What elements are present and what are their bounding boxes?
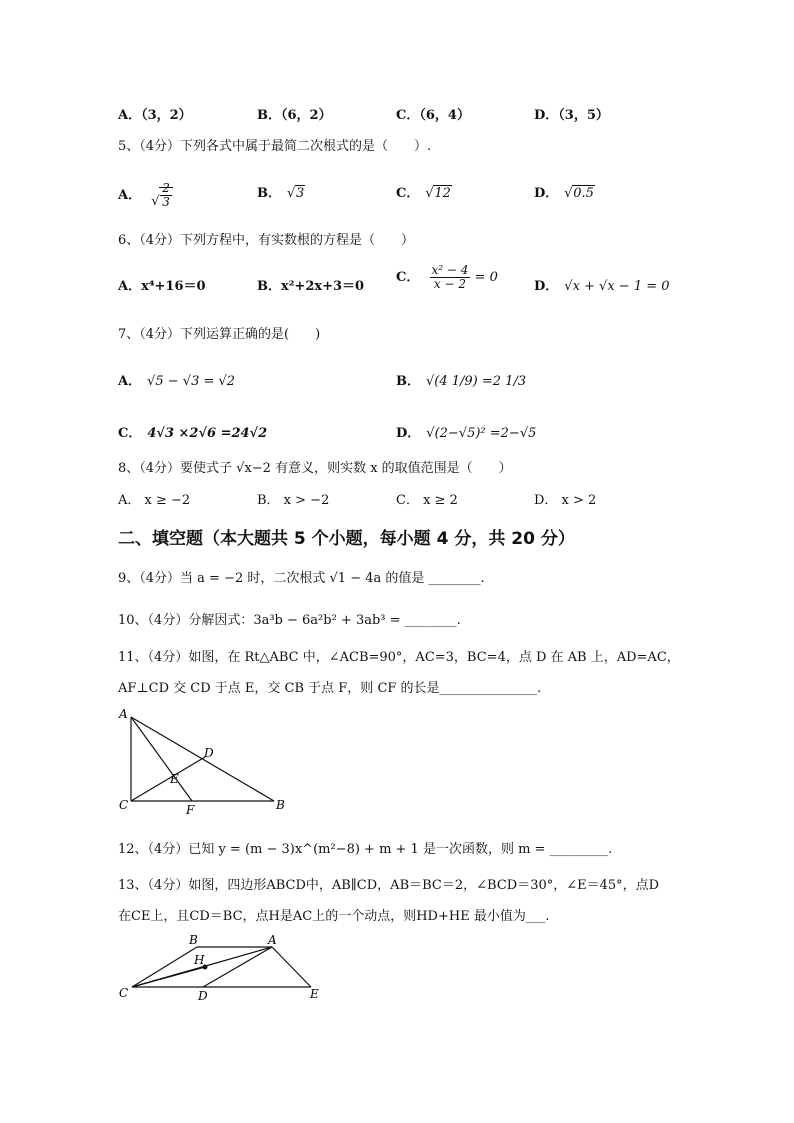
fig2-label-c: C	[119, 986, 129, 1000]
q8-option-a: A． x ≥ −2	[118, 493, 191, 508]
q10-text: 10、（4分）分解因式：3a³b − 6a²b² + 3ab³ = ________.	[118, 613, 461, 628]
q6-option-c: C． $\frac{\text{x² − 4}}{x - 2}$ = 0	[396, 263, 498, 292]
q4-option-a: A．（3，2）	[118, 108, 192, 123]
fig2-label-h: H	[194, 953, 205, 967]
q5-option-c: C． √ 12	[396, 186, 451, 201]
q6-option-d: D． √x + √x − 1 = 0	[534, 279, 670, 294]
q13-line2: 在CE上，且CD＝BC，点H是AC上的一个动点，则HD+HE 最小值为___.	[118, 909, 550, 924]
q13-line1: 13、（4分）如图，四边形ABCD中，AB∥CD，AB＝BC＝2，∠BCD＝30°，∠E＝45°，点D	[118, 878, 660, 893]
q7-option-a: A． √5 − √3 = √2	[118, 374, 236, 389]
section-title-fill-in: 二、填空题（本大题共 5 个小题，每小题 4 分，共 20 分）	[118, 529, 575, 549]
q8-option-c: C． x ≥ 2	[396, 493, 458, 508]
q6-option-a: A．x⁴+16＝0	[118, 279, 206, 294]
q5-option-d: D． √ 0.5	[534, 186, 594, 201]
fig1-label-c: C	[119, 798, 129, 812]
q8-option-d: D． x > 2	[534, 493, 597, 508]
fig2-label-a: A	[268, 933, 277, 947]
q5-option-a: A． √ $\frac{2}{3}$	[118, 182, 173, 209]
fig2-label-d: D	[198, 989, 208, 1003]
trapezoid-figure	[116, 932, 328, 1004]
fig1-label-d: D	[204, 746, 214, 760]
q11-line1: 11、（4分）如图，在 Rt△ABC 中，∠ACB=90°，AC=3，BC=4，点 D 在 AB 上，AD=AC，	[118, 650, 680, 665]
q7-stem: 7、（4分）下列运算正确的是( )	[118, 327, 321, 342]
q7-option-b: B． √(4 1/9) =2 1/3	[396, 374, 527, 389]
q8-stem: 8、（4分）要使式子 √x−2 有意义，则实数 x 的取值范围是（ ）	[118, 461, 512, 476]
fig1-label-e: E	[170, 772, 179, 786]
q4-option-b: B．（6，2）	[257, 108, 332, 123]
q5-option-b: B． √ 3	[257, 186, 305, 201]
q7-option-c: C． 4√3 ×2√6 =24√2	[118, 426, 268, 441]
fig2-label-b: B	[189, 933, 198, 947]
q4-option-d: D．（3，5）	[534, 108, 609, 123]
q9-text: 9、（4分）当 a = −2 时，二次根式 √1 − 4a 的值是 ________.	[118, 571, 485, 586]
fig1-label-a: A	[119, 707, 128, 721]
q6-stem: 6、（4分）下列方程中，有实数根的方程是（ ）	[118, 233, 415, 248]
q4-option-c: C．（6，4）	[396, 108, 470, 123]
q8-option-b: B． x > −2	[257, 493, 330, 508]
fig1-label-b: B	[276, 798, 285, 812]
fig2-label-e: E	[310, 987, 319, 1001]
q6-option-b: B．x²+2x+3＝0	[257, 279, 365, 294]
q7-option-d: D． √(2−√5)² =2−√5	[396, 426, 537, 441]
q12-text: 12、（4分）已知 y = (m − 3)x^(m²−8) + m + 1 是一次函数，则 m = _________.	[118, 842, 613, 857]
triangle-figure	[116, 705, 286, 817]
q5-stem: 5、（4分）下列各式中属于最简二次根式的是（ ）.	[118, 139, 432, 154]
q11-line2: AF⊥CD 交 CD 于点 E，交 CB 于点 F，则 CF 的长是_______________.	[118, 681, 542, 696]
fig1-label-f: F	[186, 803, 195, 817]
